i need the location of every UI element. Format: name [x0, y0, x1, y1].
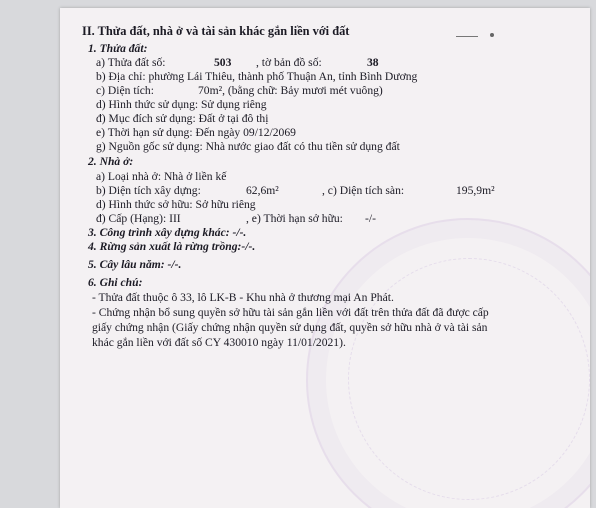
scribble-mark: [456, 36, 478, 37]
house-ownership: d) Hình thức sở hữu: Sở hữu riêng: [96, 198, 256, 211]
ink-dot: [490, 33, 494, 37]
floor-area-label: , c) Diện tích sàn:: [322, 184, 405, 197]
map-number: 38: [367, 56, 379, 69]
forest: 4. Rừng sản xuất là rừng trồng:-/-.: [88, 240, 256, 253]
build-area-value: 62,6m²: [246, 184, 279, 197]
ownership-term-value: -/-: [365, 212, 376, 225]
notes-heading: 6. Ghi chú:: [88, 276, 143, 289]
build-area-label: b) Diện tích xây dựng:: [96, 184, 201, 197]
other-construction: 3. Công trình xây dựng khác: -/-.: [88, 226, 247, 239]
area-value: 70m², (bằng chữ: Bảy mươi mét vuông): [198, 84, 383, 97]
house-type: a) Loại nhà ở: Nhà ở liền kế: [96, 170, 227, 183]
certificate-page: [60, 8, 590, 508]
perennial-trees: 5. Cây lâu năm: -/-.: [88, 258, 182, 271]
house-grade: đ) Cấp (Hạng): III: [96, 212, 181, 225]
land-heading: 1. Thửa đất:: [88, 42, 148, 55]
house-heading: 2. Nhà ở:: [88, 155, 134, 168]
address: b) Địa chỉ: phường Lái Thiêu, thành phố Thuận An, tỉnh Bình Dương: [96, 70, 418, 83]
ownership-term-label: , e) Thời hạn sở hữu:: [246, 212, 343, 225]
usage-form: d) Hình thức sử dụng: Sử dụng riêng: [96, 98, 267, 111]
map-label: , tờ bản đồ số:: [256, 56, 322, 69]
usage-purpose: đ) Mục đích sử dụng: Đất ở tại đô thị: [96, 112, 269, 125]
note-line: khác gắn liền với đất số CY 430010 ngày 11/01/2021).: [92, 336, 346, 349]
note-line: - Chứng nhận bổ sung quyền sở hữu tài sản gắn liền với đất trên thửa đất đã được cấp: [92, 306, 489, 319]
note-line: - Thửa đất thuộc ô 33, lô LK-B - Khu nhà ở thương mại An Phát.: [92, 291, 394, 304]
note-line: giấy chứng nhận (Giấy chứng nhận quyền sử dụng đất, quyền sở hữu nhà ở và tài sản: [92, 321, 488, 334]
usage-term: e) Thời hạn sử dụng: Đến ngày 09/12/2069: [96, 126, 296, 139]
floor-area-value: 195,9m²: [456, 184, 495, 197]
parcel-number: 503: [214, 56, 232, 69]
parcel-label: a) Thửa đất số:: [96, 56, 166, 69]
area-label: c) Diện tích:: [96, 84, 154, 97]
usage-origin: g) Nguồn gốc sử dụng: Nhà nước giao đất có thu tiền sử dụng đất: [96, 140, 400, 153]
section-title: II. Thửa đất, nhà ở và tài sản khác gắn liền với đất: [82, 24, 350, 38]
